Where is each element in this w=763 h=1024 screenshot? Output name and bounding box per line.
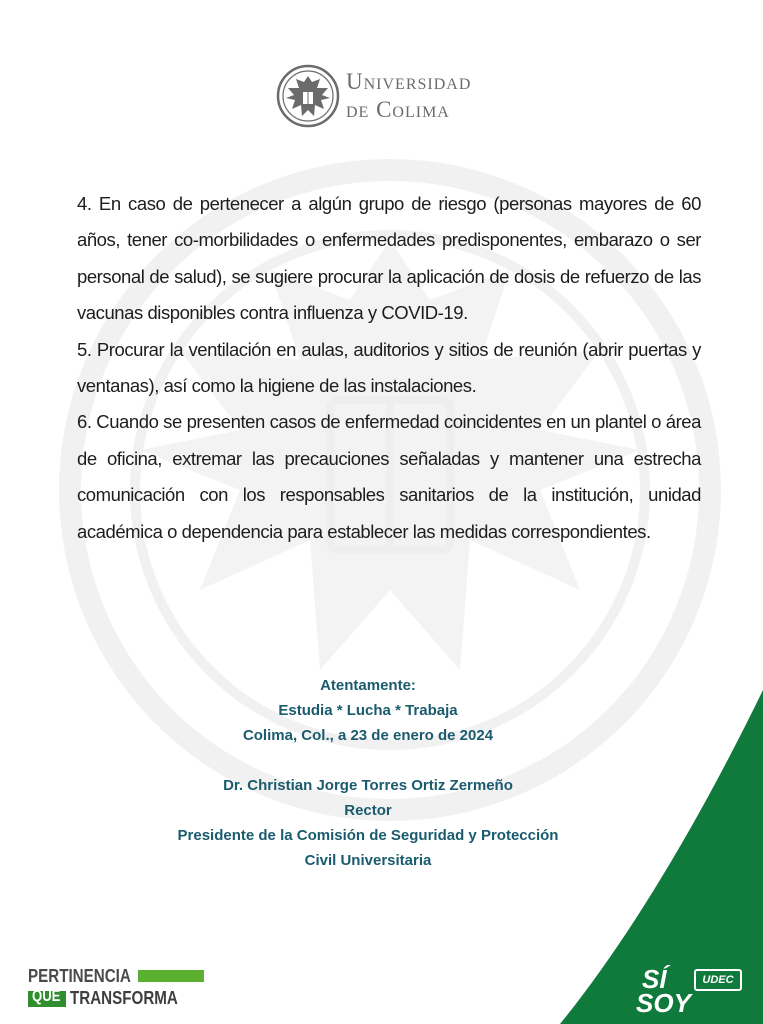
brand-udec: UDEC [694, 969, 742, 991]
closing-text: Atentamente: [320, 677, 416, 694]
motto-text: Estudia * Lucha * Trabaja [278, 702, 458, 719]
signer-position-line2: Civil Universitaria [304, 852, 432, 869]
university-seal-icon [276, 64, 340, 128]
university-name [346, 68, 471, 124]
university-name-line2: de Colima [346, 97, 450, 122]
brand-si: SÍ [642, 964, 667, 994]
paragraph-item-4: 4. En caso de pertenecer a algún grupo de riesgo (personas mayores de 60 años, tener co-morbilidades o enfermedades predisponentes, embarazo o ser personal de salud), se sugiere procurar la aplicación de dosis de refuerzo de las vacunas disponibles contra influenza y COVID-19. [77, 193, 701, 324]
document-body [77, 186, 701, 550]
place-date: Colima, Col., a 23 de enero de 2024 [242, 727, 494, 744]
signer-position-line1: Presidente de la Comisión de Seguridad y Protección [177, 827, 559, 844]
slogan-line1: PERTINENCIA [28, 965, 131, 986]
signer-role: Rector [344, 802, 392, 819]
university-name-line1: Universidad [346, 69, 472, 94]
slogan-bar-light [138, 970, 204, 982]
paragraph-item-5: 5. Procurar la ventilación en aulas, auditorios y sitios de reunión (abrir puertas y ventanas), así como la higiene de las instalaciones. [77, 338, 701, 397]
pertinencia-logo [28, 965, 208, 1010]
si-soy-udec-logo [636, 966, 756, 1018]
university-header [276, 62, 471, 130]
slogan-line2: TRANSFORMA [70, 987, 178, 1008]
brand-soy: SOY [636, 988, 691, 1018]
paragraph-item-6: 6. Cuando se presenten casos de enfermedad coincidentes en un plantel o área de oficina, extremar las precauciones señaladas y mantener una estrecha comunicación con los responsables sanitarios de la institución, unidad académica o dependencia para establecer las medidas correspondientes. [77, 411, 701, 542]
signer-name: Dr. Christian Jorge Torres Ortiz Zermeño [223, 777, 513, 794]
slogan-que: QUE [32, 988, 61, 1005]
